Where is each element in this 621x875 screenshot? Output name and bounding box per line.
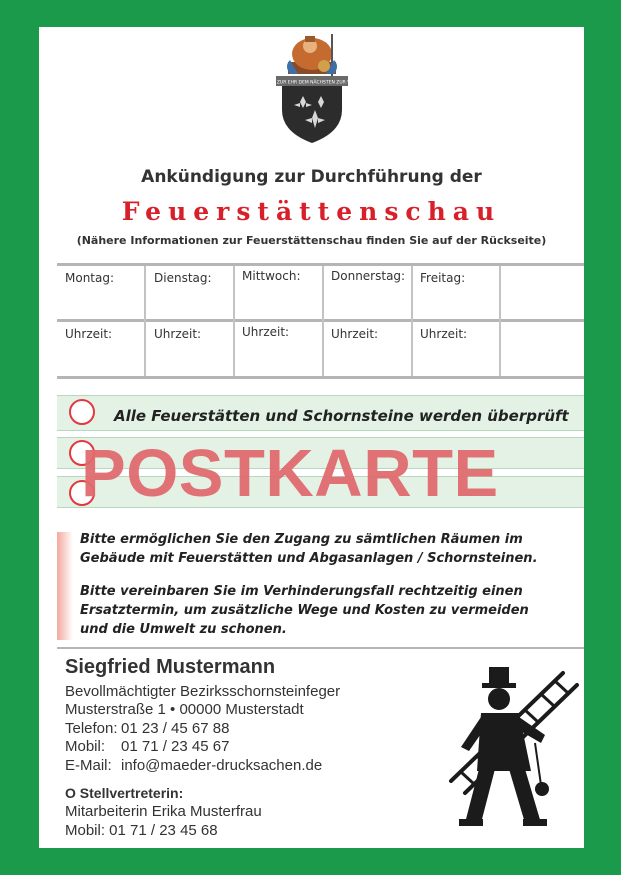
chimney-sweep-icon: [437, 663, 582, 833]
notice-line: Bitte ermöglichen Sie den Zugang zu sämtlichen Räumen im: [80, 532, 523, 547]
postkarte-stamp: POSTKARTE: [81, 436, 499, 511]
time-label: Uhrzeit:: [65, 327, 113, 341]
appointment-schedule: [57, 263, 584, 379]
mobile-number: 01 71 / 23 45 67: [121, 738, 230, 755]
deputy-mobile: Mobil: 01 71 / 23 45 68: [65, 822, 218, 839]
schedule-col-divider: [233, 266, 235, 376]
phone-number: 01 23 / 45 67 88: [121, 720, 230, 737]
schedule-col-divider: [322, 266, 324, 376]
time-label: Uhrzeit:: [154, 327, 202, 341]
notice-line: Ersatztermin, um zusätzliche Wege und Kosten zu vermeiden: [80, 603, 529, 618]
postcard: [39, 27, 584, 848]
time-label: Uhrzeit:: [242, 325, 290, 339]
email-address: info@maeder-drucksachen.de: [121, 757, 323, 774]
deputy-heading: O Stellvertreterin:: [65, 785, 184, 801]
sweep-address: Musterstraße 1 • 00000 Musterstadt: [65, 701, 304, 718]
schedule-col-divider: [499, 266, 501, 376]
phone-label: Telefon:: [65, 720, 118, 737]
guild-crest-icon: [262, 32, 362, 144]
crest-motto: GOTT ZUR EHR DEM NÄCHSTEN ZUR WEHR: [262, 80, 362, 86]
document-title: Feuerstättenschau: [121, 197, 502, 226]
day-label-thursday: Donnerstag:: [331, 269, 406, 283]
email-line: [65, 757, 322, 775]
sweep-role: Bevollmächtigter Bezirksschornsteinfeger: [65, 683, 341, 700]
day-label-friday: Freitag:: [420, 271, 466, 285]
checklist-item-label: Alle Feuerstätten und Schornsteine werden überprüft: [114, 407, 569, 425]
notice-line: und die Umwelt zu schonen.: [80, 622, 287, 637]
time-label: Uhrzeit:: [331, 327, 379, 341]
day-label-monday: Montag:: [65, 271, 115, 285]
day-label-wednesday: Mittwoch:: [242, 269, 301, 283]
sweep-name: Siegfried Mustermann: [65, 656, 276, 678]
deputy-name: Mitarbeiterin Erika Musterfrau: [65, 803, 262, 820]
reschedule-notice: [80, 582, 570, 639]
schedule-col-divider: [144, 266, 146, 376]
mobile-line: [65, 738, 229, 756]
notice-line: Gebäude mit Feuerstätten und Abgasanlagen / Schornsteinen.: [80, 551, 538, 566]
phone-line: [65, 720, 229, 738]
schedule-row-divider: [57, 319, 584, 322]
section-divider: [57, 647, 584, 649]
notice-accent-bar: [57, 532, 73, 640]
email-label: E-Mail:: [65, 757, 112, 774]
time-label: Uhrzeit:: [420, 327, 468, 341]
announcement-heading: Ankündigung zur Durchführung der: [141, 167, 482, 187]
schedule-col-divider: [411, 266, 413, 376]
notice-line: Bitte vereinbaren Sie im Verhinderungsfall rechtzeitig einen: [80, 584, 523, 599]
access-notice: [80, 530, 570, 568]
info-note: (Nähere Informationen zur Feuerstättenschau finden Sie auf der Rückseite): [76, 234, 547, 247]
checkbox-circle[interactable]: [69, 399, 95, 425]
mobile-label: Mobil:: [65, 738, 106, 755]
day-label-tuesday: Dienstag:: [154, 271, 212, 285]
